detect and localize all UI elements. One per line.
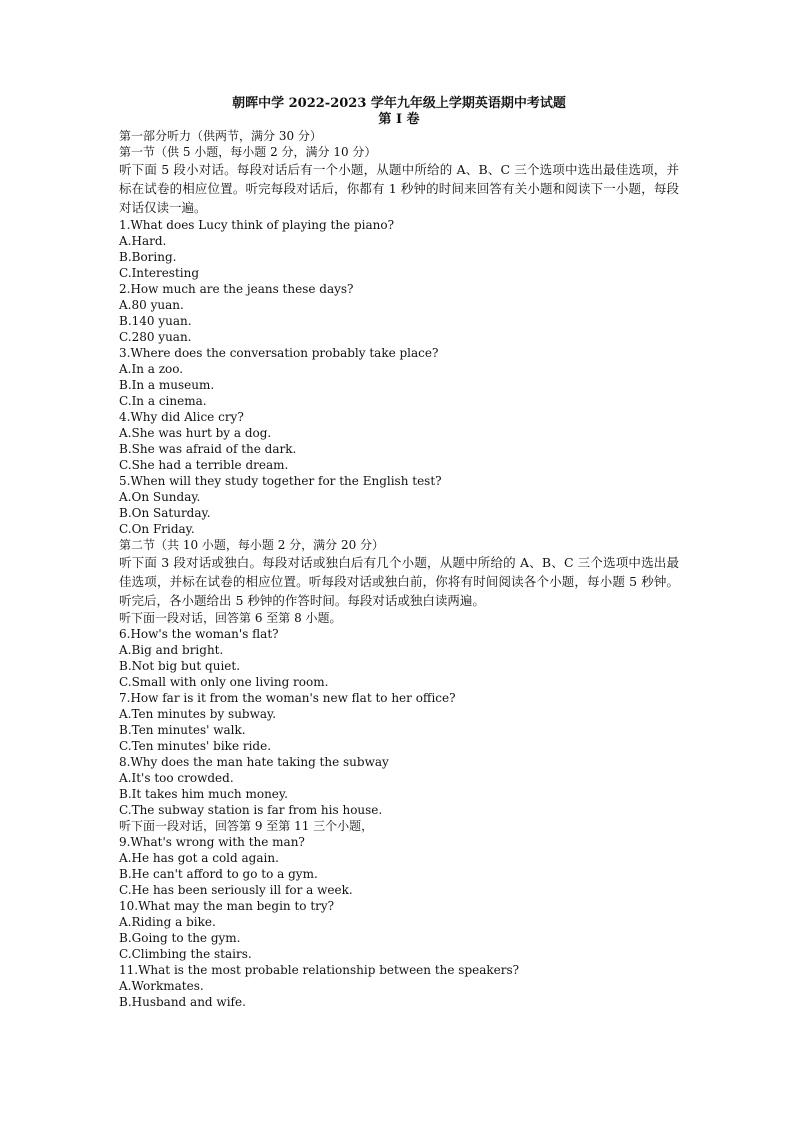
option-b: B.Husband and wife. (119, 995, 246, 1009)
question-stem: 5.When will they study together for the English test? (119, 474, 442, 488)
option-b: B.Not big but quiet. (119, 659, 241, 673)
option-a: A.80 yuan. (119, 298, 184, 312)
question-stem: 6.How's the woman's flat? (119, 627, 279, 641)
option-b: B.It takes him much money. (119, 787, 288, 801)
option-c: C.Climbing the stairs. (119, 947, 252, 961)
question-stem: 3.Where does the conversation probably take place? (119, 346, 439, 360)
option-a: A.It's too crowded. (119, 771, 234, 785)
option-a: A.Big and bright. (119, 643, 224, 657)
option-c: C.Small with only one living room. (119, 675, 329, 689)
option-c: C.She had a terrible dream. (119, 458, 289, 472)
section-instructions: 听下面 5 段小对话。每段对话后有一个小题，从题中所给的 A、B、C 三个选项中选出最佳选项，并标在试卷的相应位置。听完每段对话后，你都有 1 秒钟的时间来回答有关小题和阅读下一小题，每段对话仅读一遍。 (119, 162, 679, 215)
option-a: A.Ten minutes by subway. (119, 707, 277, 721)
option-c: C.280 yuan. (119, 330, 192, 344)
option-c: C.Ten minutes' bike ride. (119, 739, 272, 753)
option-c: C.Interesting (119, 266, 200, 280)
question-stem: 2.How much are the jeans these days? (119, 282, 354, 296)
option-c: C.He has been seriously ill for a week. (119, 883, 353, 897)
option-b: B.Going to the gym. (119, 931, 241, 945)
option-a: A.Workmates. (119, 979, 204, 993)
option-b: B.Boring. (119, 250, 177, 264)
section-heading: 第二节（共 10 小题，每小题 2 分，满分 20 分） (119, 538, 385, 552)
option-c: C.On Friday. (119, 522, 195, 536)
option-b: B.He can't afford to go to a gym. (119, 867, 318, 881)
exam-title: 朝晖中学 2022-2023 学年九年级上学期英语期中考试题 (232, 96, 566, 111)
option-a: A.She was hurt by a dog. (119, 426, 272, 440)
question-stem: 4.Why did Alice cry? (119, 410, 244, 424)
exam-content (119, 96, 679, 1010)
question-stem: 8.Why does the man hate taking the subway (119, 755, 389, 769)
question-stem: 7.How far is it from the woman's new flat to her office? (119, 691, 456, 705)
option-a: A.Riding a bike. (119, 915, 216, 929)
question-stem: 11.What is the most probable relationship between the speakers? (119, 963, 520, 977)
option-b: B.In a museum. (119, 378, 215, 392)
section-heading: 第一节（供 5 小题，每小题 2 分，满分 10 分） (119, 145, 377, 159)
option-b: B.On Saturday. (119, 506, 211, 520)
option-a: A.On Sunday. (119, 490, 201, 504)
question-stem: 10.What may the man begin to try? (119, 899, 335, 913)
dialog-intro: 听下面一段对话，回答第 6 至第 8 小题。 (119, 611, 342, 625)
exam-volume: 第 I 卷 (378, 112, 420, 127)
dialog-intro: 听下面一段对话，回答第 9 至第 11 三个小题， (119, 819, 374, 833)
option-c: C.In a cinema. (119, 394, 207, 408)
section-instructions: 听下面 3 段对话或独白。每段对话或独白后有几个小题，从题中所给的 A、B、C 三个选项中选出最佳选项，并标在试卷的相应位置。听每段对话或独白前，你将有时间阅读各个小题，每小题 5 秒钟。听完后，各小题给出 5 秒钟的作答时间。每段对话或独白读两遍。 (119, 555, 679, 608)
question-stem: 9.What's wrong with the man? (119, 835, 305, 849)
option-b: B.140 yuan. (119, 314, 192, 328)
question-stem: 1.What does Lucy think of playing the piano? (119, 218, 395, 232)
option-c: C.The subway station is far from his house. (119, 803, 383, 817)
option-a: A.In a zoo. (119, 362, 184, 376)
option-a: A.Hard. (119, 234, 167, 248)
option-b: B.She was afraid of the dark. (119, 442, 297, 456)
option-a: A.He has got a cold again. (119, 851, 279, 865)
part-heading: 第一部分听力（供两节，满分 30 分） (119, 129, 322, 143)
option-b: B.Ten minutes' walk. (119, 723, 246, 737)
